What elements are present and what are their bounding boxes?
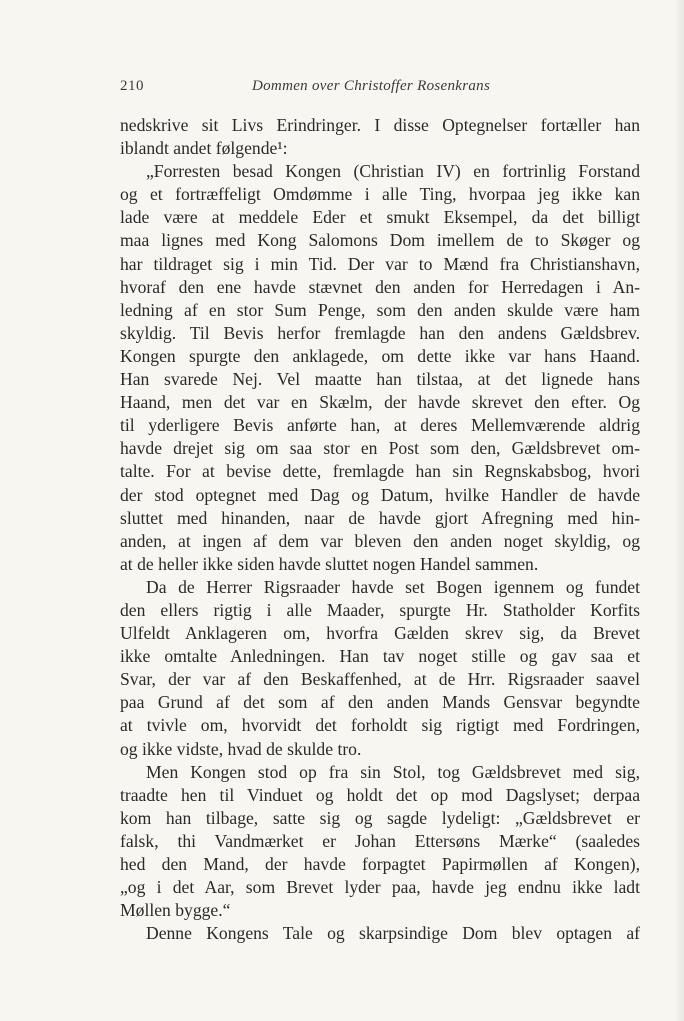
page-edge-shadow <box>674 0 684 1021</box>
text-line: talte. For at bevise dette, fremlagde han sin Regnskabsbog, hvori <box>120 461 640 482</box>
text-line: der stod optegnet med Dag og Datum, hvilke Handler de havde <box>120 484 640 505</box>
running-title: Dommen over Christoffer Rosenkrans <box>252 78 491 94</box>
text-line: Møllen bygge.“ <box>120 900 231 921</box>
text-line: hed den Mand, der havde forpagtet Papirmøllen af Kongen), <box>120 854 640 874</box>
text-line: ikke omtalte Anledningen. Han tav noget stille og gav saa et <box>120 646 640 667</box>
text-line: skyldig. Til Bevis herfor fremlagde han den andens Gældsbrev. <box>120 322 640 343</box>
text-line: at de heller ikke siden havde sluttet nogen Handel sammen. <box>120 553 539 574</box>
text-line: Svar, der var af den Beskaffenhed, at de Hrr. Rigsraader saavel <box>120 669 640 690</box>
text-line: iblandt andet følgende¹: <box>120 138 288 159</box>
text-line: maa lignes med Kong Salomons Dom imellem de to Skøger og <box>120 230 640 251</box>
text-line: lade være at meddele Eder et smukt Eksempel, da det billigt <box>120 207 640 228</box>
text-line: paa Grund af det som af den anden Mands Gensvar begyndte <box>120 692 640 713</box>
text-line: havde drejet sig om saa stor en Post som den, Gældsbrevet om- <box>120 438 640 459</box>
text-line: Kongen spurgte den anklagede, om dette ikke var hans Haand. <box>120 345 640 366</box>
page-number: 210 <box>120 78 144 94</box>
text-line: at tvivle om, hvorvidt det forholdt sig rigtigt med Fordringen, <box>120 715 640 736</box>
text-line: den ellers rigtig i alle Maader, spurgte Hr. Statholder Korfits <box>120 599 640 620</box>
text-line: ledning af en stor Sum Penge, som den anden skulde være ham <box>120 299 640 320</box>
text-line: „Forresten besad Kongen (Christian IV) en fortrinlig Forstand <box>146 161 640 182</box>
text-line: hvoraf den ene havde stævnet den anden for Herredagen i An- <box>120 276 640 297</box>
text-line: nedskrive sit Livs Erindringer. I disse Optegnelser fortæller han <box>120 115 640 135</box>
text-line: Haand, men det var en Skælm, der havde skrevet den efter. Og <box>120 392 640 413</box>
text-line: Men Kongen stod op fra sin Stol, tog Gældsbrevet med sig, <box>146 761 640 782</box>
body-text <box>120 114 640 945</box>
text-line: og ikke vidste, hvad de skulde tro. <box>120 738 362 759</box>
text-line: kom han tilbage, satte sig og sagde lydeligt: „Gældsbrevet er <box>120 807 640 828</box>
text-line: har tildraget sig i min Tid. Der var to Mænd fra Christianshavn, <box>120 253 640 274</box>
text-line: traadte hen til Vinduet og holdt det op mod Dagslyset; derpaa <box>120 784 640 805</box>
text-line: til yderligere Bevis anførte han, at deres Mellemværende aldrig <box>120 415 640 436</box>
text-line: „og i det Aar, som Brevet lyder paa, havde jeg endnu ikke ladt <box>120 877 640 898</box>
running-head <box>120 76 640 96</box>
text-line: Han svarede Nej. Vel maatte han tilstaa, at det lignede hans <box>120 369 640 390</box>
text-line: og et fortræffeligt Omdømme i alle Ting, hvorpaa jeg ikke kan <box>120 184 640 205</box>
text-line: Ulfeldt Anklageren om, hvorfra Gælden skrev sig, da Brevet <box>120 623 640 644</box>
text-line: Da de Herrer Rigsraader havde set Bogen igennem og fundet <box>146 576 640 597</box>
text-line: falsk, thi Vandmærket er Johan Ettersøns Mærke“ (saaledes <box>120 830 640 851</box>
text-line: anden, at ingen af dem var bleven den anden noget skyldig, og <box>120 530 640 551</box>
text-line: sluttet med hinanden, naar de havde gjort Afregning med hin- <box>120 507 640 528</box>
text-line: Denne Kongens Tale og skarpsindige Dom blev optagen af <box>146 923 640 944</box>
